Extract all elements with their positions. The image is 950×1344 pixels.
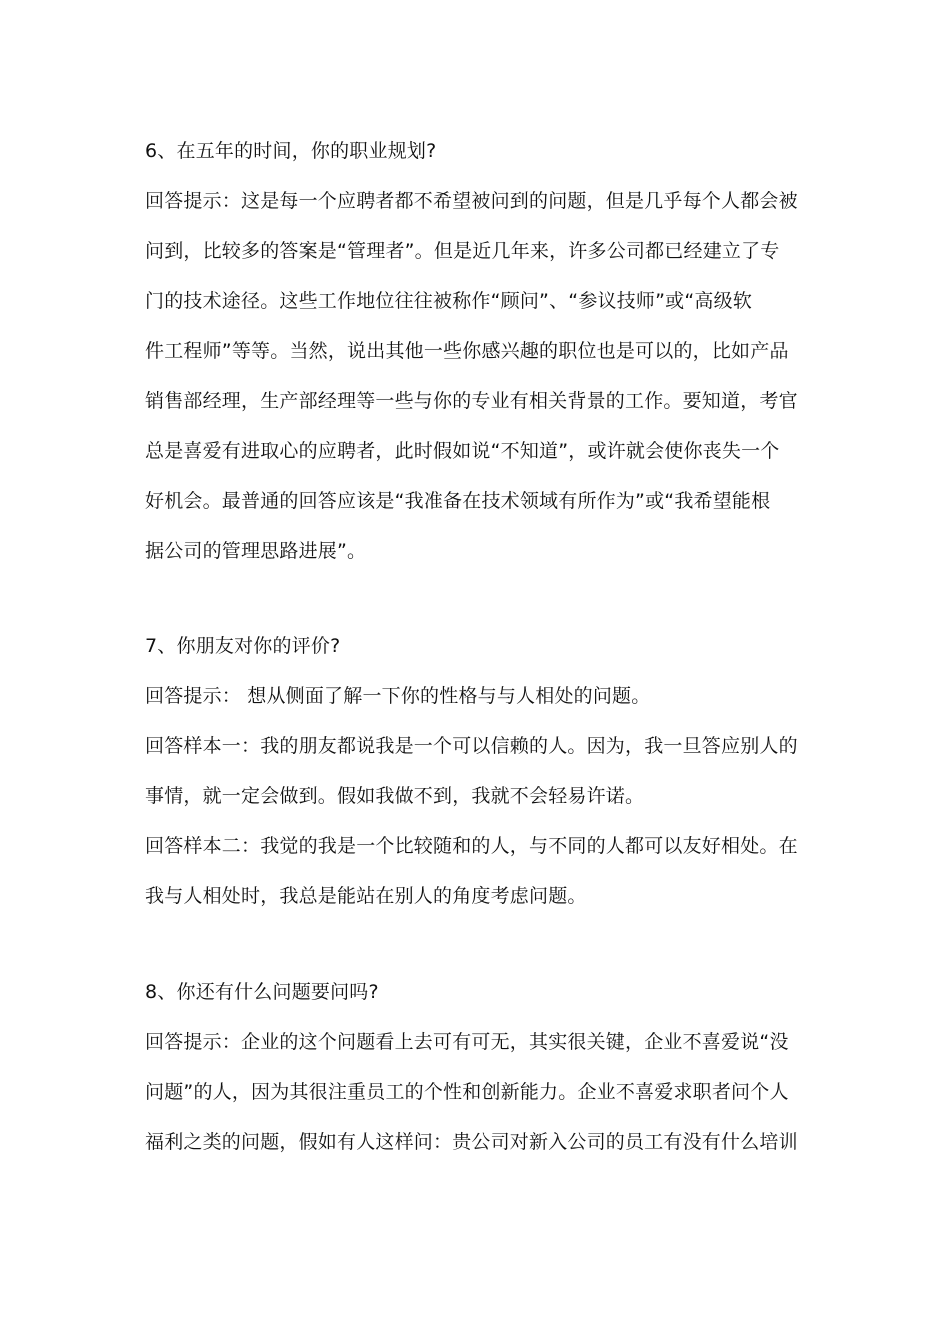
paragraph-line: 回答提示：这是每一个应聘者都不希望被问到的问题，但是几乎每个人都会被 [145, 190, 798, 212]
paragraph-line: 问题”的人，因为其很注重员工的个性和创新能力。企业不喜爱求职者问个人 [145, 1081, 789, 1103]
question-heading: 6、在五年的时间，你的职业规划? [145, 140, 437, 162]
paragraph-line: 件工程师”等等。当然，说出其他一些你感兴趣的职位也是可以的，比如产品 [145, 340, 789, 362]
paragraph-line: 据公司的管理思路进展”。 [145, 540, 367, 562]
paragraph-line: 门的技术途径。这些工作地位往往被称作“顾问”、“参议技师”或“高级软 [145, 290, 753, 312]
paragraph-line: 事情，就一定会做到。假如我做不到，我就不会轻易许诺。 [145, 785, 645, 807]
paragraph-line: 问到，比较多的答案是“管理者”。但是近几年来，许多公司都已经建立了专 [145, 240, 780, 262]
paragraph-line: 销售部经理，生产部经理等一些与你的专业有相关背景的工作。要知道，考官 [145, 390, 798, 412]
paragraph-line: 回答样本二：我觉的我是一个比较随和的人，与不同的人都可以友好相处。在 [145, 835, 798, 857]
question-heading: 7、你朋友对你的评价? [145, 635, 341, 657]
paragraph-line: 回答样本一：我的朋友都说我是一个可以信赖的人。因为，我一旦答应别人的 [145, 735, 798, 757]
paragraph-line: 好机会。最普通的回答应该是“我准备在技术领域有所作为”或“我希望能根 [145, 490, 771, 512]
paragraph-line: 我与人相处时，我总是能站在别人的角度考虑问题。 [145, 885, 587, 907]
paragraph-line: 回答提示：企业的这个问题看上去可有可无，其实很关键，企业不喜爱说“没 [145, 1031, 789, 1053]
paragraph-line: 福利之类的问题，假如有人这样问：贵公司对新入公司的员工有没有什么培训 [145, 1131, 798, 1153]
question-heading: 8、你还有什么问题要问吗? [145, 981, 379, 1003]
paragraph-line: 总是喜爱有进取心的应聘者，此时假如说“不知道”，或许就会使你丧失一个 [145, 440, 780, 462]
hint-line: 回答提示： 想从侧面了解一下你的性格与与人相处的问题。 [145, 685, 651, 707]
